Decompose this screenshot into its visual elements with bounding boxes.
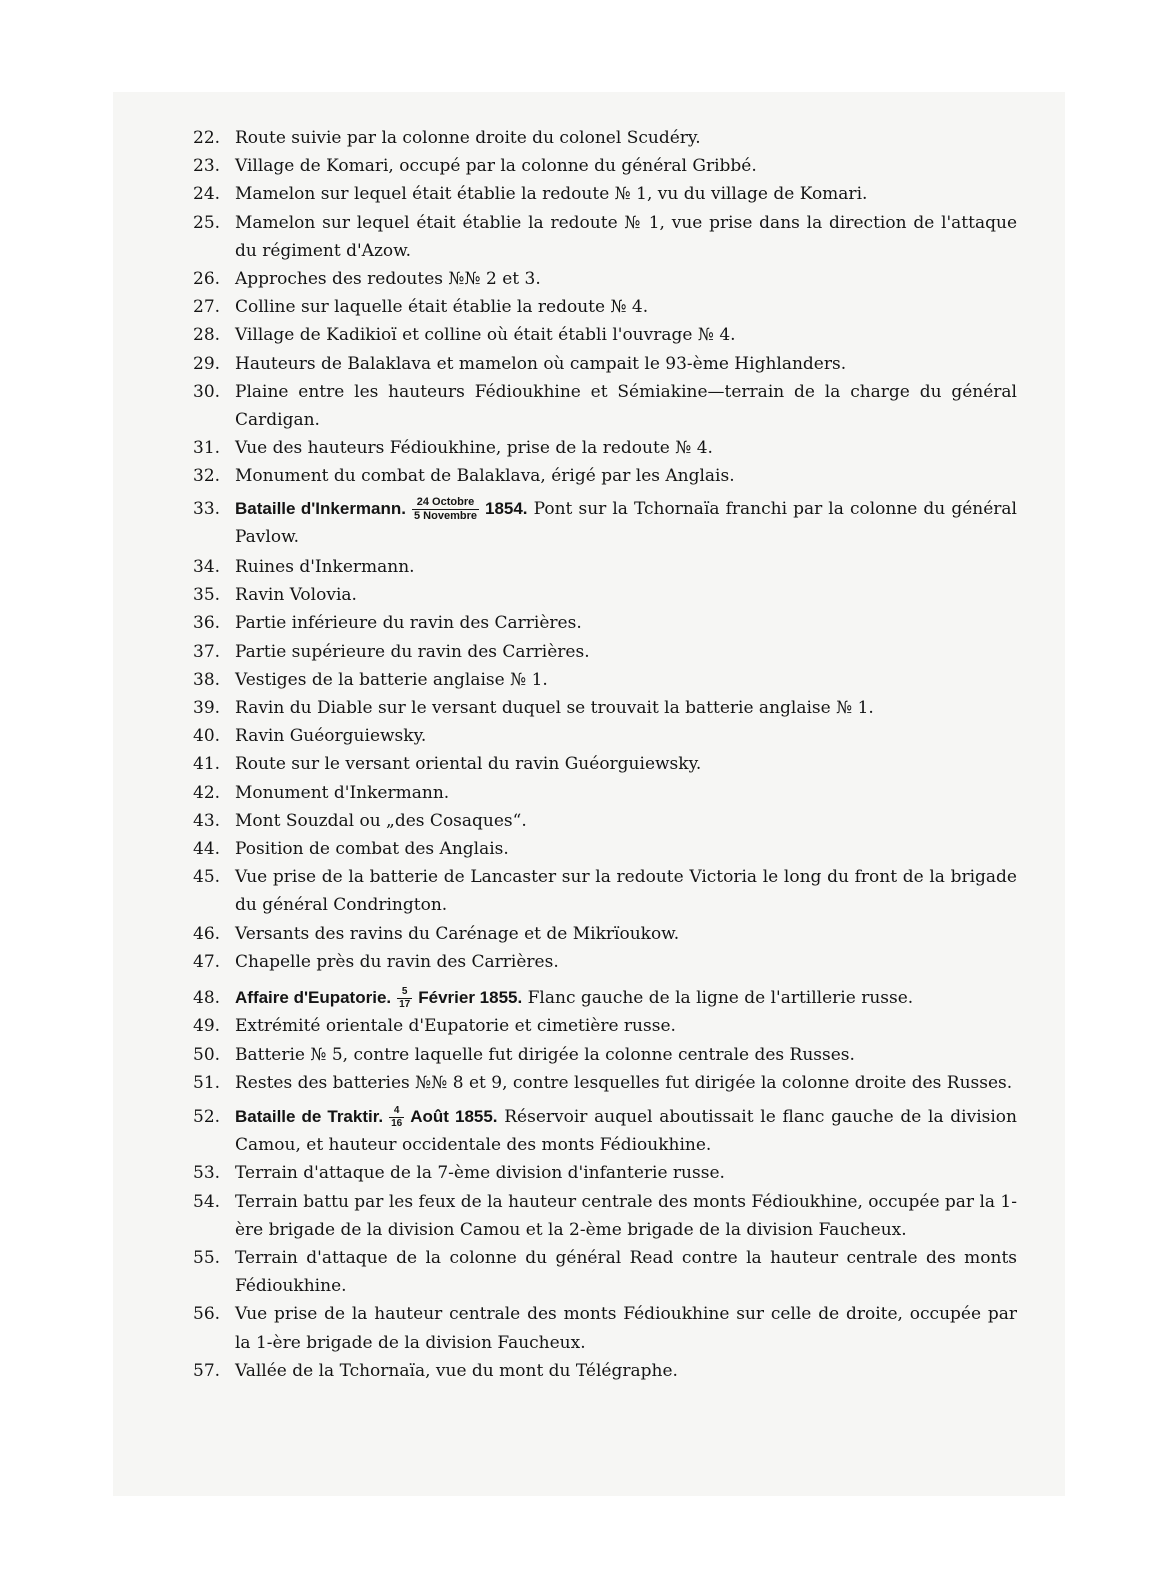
list-item <box>193 378 1017 434</box>
item-number: 42. <box>193 782 221 803</box>
item-text: Terrain battu par les feux de la hauteur centrale des monts Fédioukhine, occupée par la 1-ère brigade de la division Camou et la 2-ème brigade de la division Faucheux. <box>235 1191 1017 1240</box>
item-number: 57. <box>193 1360 221 1381</box>
list-item-heading <box>193 495 1017 551</box>
list-item <box>193 462 1017 490</box>
item-number: 45. <box>193 867 221 888</box>
list-item <box>193 779 1017 807</box>
list-item <box>193 434 1017 462</box>
item-number: 46. <box>193 923 221 944</box>
item-number: 30. <box>193 381 221 402</box>
item-number: 32. <box>193 466 221 487</box>
list-item <box>193 553 1017 581</box>
list-item <box>193 638 1017 666</box>
item-number: 33. <box>193 498 221 519</box>
item-text: Flanc gauche de la ligne de l'artillerie russe. <box>527 988 914 1009</box>
item-text: Mont Souzdal ou „des Cosaques“. <box>235 810 527 831</box>
item-number: 28. <box>193 325 221 346</box>
item-number: 26. <box>193 269 221 290</box>
item-text: Pont sur la Tchornaïa franchi par la colonne du général Pavlow. <box>235 498 1017 547</box>
item-number: 53. <box>193 1163 221 1184</box>
item-text: Restes des batteries №№ 8 et 9, contre lesquelles fut dirigée la colonne droite des Russes. <box>235 1072 1013 1093</box>
list-item <box>193 265 1017 293</box>
date-fraction <box>397 987 412 1010</box>
item-number: 31. <box>193 438 221 459</box>
item-number: 38. <box>193 669 221 690</box>
item-text: Colline sur laquelle était établie la redoute № 4. <box>235 297 649 318</box>
item-text: Versants des ravins du Carénage et de Mikrïoukow. <box>235 923 680 944</box>
item-number: 47. <box>193 951 221 972</box>
item-text: Vestiges de la batterie anglaise № 1. <box>235 669 548 690</box>
item-text: Partie supérieure du ravin des Carrières. <box>235 641 590 662</box>
item-text: Partie inférieure du ravin des Carrières. <box>235 613 582 634</box>
item-text: Vallée de la Tchornaïa, vue du mont du Télégraphe. <box>235 1360 678 1381</box>
list-item <box>193 1357 1017 1385</box>
item-text: Ravin du Diable sur le versant duquel se trouvait la batterie anglaise № 1. <box>235 698 874 719</box>
item-text: Village de Kadikioï et colline où était établi l'ouvrage № 4. <box>235 325 736 346</box>
date-fraction-bottom: 16 <box>391 1117 403 1129</box>
date-fraction-top: 24 Octobre <box>412 497 479 510</box>
list-item-heading <box>193 1103 1017 1159</box>
list-item <box>193 609 1017 637</box>
item-number: 23. <box>193 156 221 177</box>
list-item <box>193 807 1017 835</box>
date-fraction-bottom: 17 <box>399 999 411 1011</box>
item-number: 39. <box>193 698 221 719</box>
list-item <box>193 124 1017 152</box>
item-text: Vue prise de la hauteur centrale des monts Fédioukhine sur celle de droite, occupée par la 1-ère brigade de la division Faucheux. <box>235 1304 1017 1353</box>
list-item <box>193 920 1017 948</box>
item-number: 27. <box>193 297 221 318</box>
list-item <box>193 666 1017 694</box>
list-item-heading <box>193 984 1017 1012</box>
item-text: Terrain d'attaque de la 7-ème division d'infanterie russe. <box>235 1163 725 1184</box>
item-number: 29. <box>193 353 221 374</box>
item-number: 41. <box>193 754 221 775</box>
item-number: 24. <box>193 184 221 205</box>
list-item <box>193 1244 1017 1300</box>
item-text: Mamelon sur lequel était établie la redoute № 1, vue prise dans la direction de l'attaque du régiment d'Azow. <box>235 212 1017 261</box>
date-fraction <box>412 497 479 522</box>
item-text: Hauteurs de Balaklava et mamelon où campait le 93-ème Highlanders. <box>235 353 847 374</box>
item-number: 49. <box>193 1016 221 1037</box>
list-item <box>193 1300 1017 1356</box>
item-number: 54. <box>193 1191 221 1212</box>
item-number: 48. <box>193 988 221 1009</box>
battle-title: Affaire d'Eupatorie. <box>235 988 392 1008</box>
item-number: 44. <box>193 839 221 860</box>
battle-year: Août 1855. <box>410 1106 498 1126</box>
list-item <box>193 948 1017 976</box>
item-text: Terrain d'attaque de la colonne du général Read contre la hauteur centrale des monts Fédioukhine. <box>235 1247 1017 1297</box>
item-text: Monument d'Inkermann. <box>235 782 450 803</box>
battle-year: 1854. <box>484 498 528 518</box>
date-fraction-top: 4 <box>389 1106 404 1118</box>
item-text: Ruines d'Inkermann. <box>235 557 415 578</box>
date-fraction <box>389 1106 404 1129</box>
item-text: Position de combat des Anglais. <box>235 839 509 860</box>
list-item <box>193 1069 1017 1097</box>
item-number: 55. <box>193 1247 221 1268</box>
date-fraction-bottom: 5 Novembre <box>414 509 477 522</box>
item-text: Plaine entre les hauteurs Fédioukhine et Sémiakine—terrain de la charge du général Cardigan. <box>235 381 1017 431</box>
item-text: Monument du combat de Balaklava, érigé par les Anglais. <box>235 466 735 487</box>
item-number: 40. <box>193 726 221 747</box>
item-text: Approches des redoutes №№ 2 et 3. <box>235 269 541 290</box>
list-item <box>193 1159 1017 1187</box>
item-number: 34. <box>193 557 221 578</box>
list-item <box>193 750 1017 778</box>
list-item <box>193 1012 1017 1040</box>
list-item <box>193 180 1017 208</box>
item-number: 50. <box>193 1044 221 1065</box>
item-number: 56. <box>193 1304 221 1325</box>
list-item <box>193 1041 1017 1069</box>
list-item <box>193 209 1017 265</box>
list-item <box>193 152 1017 180</box>
battle-title: Bataille de Traktir. <box>235 1106 384 1126</box>
item-number: 37. <box>193 641 221 662</box>
item-text: Village de Komari, occupé par la colonne du général Gribbé. <box>235 156 757 177</box>
item-text: Ravin Volovia. <box>235 585 357 606</box>
list-item <box>193 581 1017 609</box>
list-item <box>193 1188 1017 1244</box>
item-text: Batterie № 5, contre laquelle fut dirigée la colonne centrale des Russes. <box>235 1044 855 1065</box>
item-number: 52. <box>193 1106 221 1127</box>
battle-title: Bataille d'Inkermann. <box>235 498 406 518</box>
item-text: Mamelon sur lequel était établie la redoute № 1, vu du village de Komari. <box>235 184 868 205</box>
item-number: 36. <box>193 613 221 634</box>
item-number: 22. <box>193 128 221 148</box>
battle-year: Février 1855. <box>418 988 523 1008</box>
list-item <box>193 835 1017 863</box>
item-text: Route suivie par la colonne droite du colonel Scudéry. <box>235 128 701 148</box>
list-item <box>193 722 1017 750</box>
item-text: Chapelle près du ravin des Carrières. <box>235 951 559 972</box>
legend-list <box>193 124 1017 1385</box>
item-number: 35. <box>193 585 221 606</box>
list-item <box>193 293 1017 321</box>
date-fraction-top: 5 <box>397 987 412 999</box>
item-number: 51. <box>193 1072 221 1093</box>
item-text: Vue des hauteurs Fédioukhine, prise de la redoute № 4. <box>235 438 713 459</box>
list-item <box>193 863 1017 919</box>
item-text: Route sur le versant oriental du ravin Guéorguiewsky. <box>235 754 702 775</box>
item-number: 43. <box>193 810 221 831</box>
item-number: 25. <box>193 212 221 233</box>
item-text: Ravin Guéorguiewsky. <box>235 726 427 747</box>
item-text: Réservoir auquel aboutissait le flanc gauche de la division Camou, et hauteur occidentale des monts Fédioukhine. <box>235 1106 1017 1156</box>
item-text: Extrémité orientale d'Eupatorie et cimetière russe. <box>235 1016 676 1037</box>
list-item <box>193 321 1017 349</box>
list-item <box>193 694 1017 722</box>
item-text: Vue prise de la batterie de Lancaster sur la redoute Victoria le long du front de la brigade du général Condrington. <box>235 867 1017 916</box>
list-item <box>193 350 1017 378</box>
